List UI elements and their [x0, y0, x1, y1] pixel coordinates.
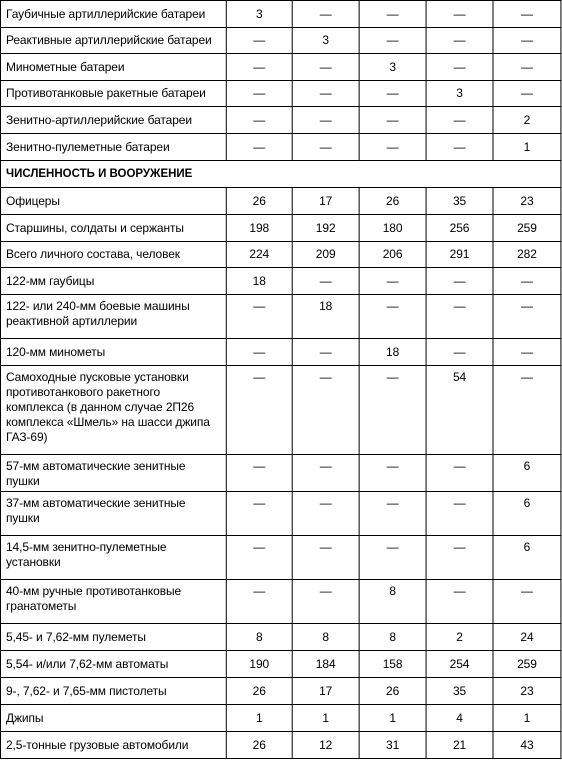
row-value-5: —: [493, 1, 561, 28]
row-value-3: —: [359, 536, 426, 580]
row-value-1: 198: [226, 215, 292, 242]
row-value-3: 31: [359, 732, 426, 759]
row-value-2: 1: [292, 705, 359, 732]
row-value-4: —: [426, 28, 493, 54]
row-value-5: 6: [493, 536, 561, 580]
row-label: Зенитно-артиллерийские батареи: [0, 107, 226, 134]
row-value-3: —: [359, 492, 426, 536]
row-value-3: 158: [359, 651, 426, 678]
row-value-1: —: [226, 107, 292, 134]
row-value-5: 23: [493, 678, 561, 705]
row-value-3: 26: [359, 678, 426, 705]
row-value-5: —: [493, 28, 561, 54]
row-value-3: —: [359, 366, 426, 455]
row-label: 9-, 7,62- и 7,65-мм пистолеты: [0, 678, 226, 705]
row-label: 5,45- и 7,62-мм пулеметы: [0, 624, 226, 651]
row-value-1: —: [226, 492, 292, 536]
row-value-3: —: [359, 268, 426, 295]
row-value-1: —: [226, 54, 292, 81]
table-row: [0, 455, 560, 492]
row-value-2: —: [292, 134, 359, 161]
row-label: 2,5-тонные грузовые автомобили: [0, 732, 226, 759]
row-value-5: 43: [493, 732, 561, 759]
row-value-2: —: [292, 339, 359, 366]
row-value-5: —: [493, 54, 561, 81]
row-value-1: —: [226, 536, 292, 580]
row-value-2: —: [292, 81, 359, 107]
row-value-2: —: [292, 536, 359, 580]
row-value-3: —: [359, 295, 426, 339]
row-value-4: —: [426, 1, 493, 28]
table-row: [0, 1, 560, 28]
table-row: [0, 295, 560, 339]
row-value-4: —: [426, 295, 493, 339]
table-row: [0, 366, 560, 455]
row-value-2: —: [292, 455, 359, 492]
row-value-3: —: [359, 1, 426, 28]
row-value-1: —: [226, 366, 292, 455]
row-value-3: —: [359, 455, 426, 492]
row-value-1: —: [226, 580, 292, 624]
row-label: 120-мм минометы: [0, 339, 226, 366]
row-value-2: —: [292, 1, 359, 28]
row-value-5: —: [493, 295, 561, 339]
row-value-2: —: [292, 268, 359, 295]
row-value-2: 184: [292, 651, 359, 678]
row-value-5: 259: [493, 215, 561, 242]
row-value-1: 26: [226, 732, 292, 759]
table-row: [0, 28, 560, 54]
row-value-5: 259: [493, 651, 561, 678]
row-value-5: 23: [493, 188, 561, 215]
row-value-4: 254: [426, 651, 493, 678]
row-label: 57-мм автоматические зенитные пушки: [0, 455, 226, 492]
row-value-1: 26: [226, 678, 292, 705]
row-value-3: —: [359, 81, 426, 107]
table-row: [0, 580, 560, 624]
row-value-2: 192: [292, 215, 359, 242]
row-value-2: —: [292, 107, 359, 134]
row-value-3: 1: [359, 705, 426, 732]
row-value-3: —: [359, 28, 426, 54]
row-value-1: 190: [226, 651, 292, 678]
row-value-2: —: [292, 366, 359, 455]
row-value-4: —: [426, 536, 493, 580]
row-label: Противотанковые ракетные батареи: [0, 81, 226, 107]
table-row: [0, 705, 560, 732]
table-row: [0, 651, 560, 678]
row-value-4: —: [426, 134, 493, 161]
row-label: Зенитно-пулеметные батареи: [0, 134, 226, 161]
row-value-5: 6: [493, 492, 561, 536]
row-value-4: 54: [426, 366, 493, 455]
row-value-5: —: [493, 339, 561, 366]
row-value-4: 35: [426, 188, 493, 215]
row-value-2: —: [292, 580, 359, 624]
table-row: [0, 732, 560, 759]
row-value-5: 1: [493, 705, 561, 732]
row-value-1: —: [226, 295, 292, 339]
row-label: Всего личного состава, человек: [0, 242, 226, 268]
table-row: [0, 54, 560, 81]
row-label: Минометные батареи: [0, 54, 226, 81]
row-value-2: 3: [292, 28, 359, 54]
row-value-4: 21: [426, 732, 493, 759]
table-body: [0, 1, 560, 759]
row-value-2: 12: [292, 732, 359, 759]
row-value-4: 2: [426, 624, 493, 651]
row-value-1: 3: [226, 1, 292, 28]
row-label: 122- или 240-мм боевые машины реактивной артиллерии: [0, 295, 226, 339]
row-value-5: —: [493, 366, 561, 455]
row-value-2: 209: [292, 242, 359, 268]
section-header-row: [0, 161, 560, 188]
row-value-1: 8: [226, 624, 292, 651]
table-row: [0, 134, 560, 161]
table-row: [0, 268, 560, 295]
row-value-4: 291: [426, 242, 493, 268]
row-label: Самоходные пусковые установки противотанкового ракетного комплекса (в данном случае 2П26 комплекса «Шмель» на шасси джипа ГАЗ-69): [0, 366, 226, 455]
row-value-1: —: [226, 455, 292, 492]
row-value-3: 180: [359, 215, 426, 242]
row-value-4: —: [426, 54, 493, 81]
table-row: [0, 215, 560, 242]
row-label: 122-мм гаубицы: [0, 268, 226, 295]
row-label: Офицеры: [0, 188, 226, 215]
row-value-4: —: [426, 339, 493, 366]
row-value-2: 17: [292, 188, 359, 215]
row-value-2: 8: [292, 624, 359, 651]
row-value-1: 224: [226, 242, 292, 268]
row-value-1: —: [226, 81, 292, 107]
row-value-4: 4: [426, 705, 493, 732]
table-row: [0, 339, 560, 366]
row-value-3: 206: [359, 242, 426, 268]
row-value-3: 26: [359, 188, 426, 215]
table-row: [0, 242, 560, 268]
table-row: [0, 107, 560, 134]
row-value-4: —: [426, 268, 493, 295]
row-value-3: 8: [359, 624, 426, 651]
row-label: 5,54- и/или 7,62-мм автоматы: [0, 651, 226, 678]
section-header: ЧИСЛЕННОСТЬ И ВООРУЖЕНИЕ: [0, 161, 560, 188]
row-value-1: —: [226, 134, 292, 161]
row-value-1: —: [226, 28, 292, 54]
row-label: Джипы: [0, 705, 226, 732]
row-value-5: 1: [493, 134, 561, 161]
row-value-5: 24: [493, 624, 561, 651]
table-row: [0, 536, 560, 580]
row-value-1: 18: [226, 268, 292, 295]
row-value-4: —: [426, 455, 493, 492]
row-label: 37-мм автоматические зенитные пушки: [0, 492, 226, 536]
row-value-3: —: [359, 107, 426, 134]
row-label: Реактивные артиллерийские батареи: [0, 28, 226, 54]
row-label: Старшины, солдаты и сержанты: [0, 215, 226, 242]
table-row: [0, 624, 560, 651]
row-value-2: —: [292, 492, 359, 536]
row-value-4: —: [426, 492, 493, 536]
row-value-4: —: [426, 580, 493, 624]
row-value-5: 2: [493, 107, 561, 134]
row-value-1: —: [226, 339, 292, 366]
row-value-2: 17: [292, 678, 359, 705]
row-value-5: —: [493, 81, 561, 107]
row-value-4: 256: [426, 215, 493, 242]
row-value-2: 18: [292, 295, 359, 339]
row-value-2: —: [292, 54, 359, 81]
row-value-3: 18: [359, 339, 426, 366]
row-value-5: 282: [493, 242, 561, 268]
row-value-5: 6: [493, 455, 561, 492]
row-value-3: 8: [359, 580, 426, 624]
row-value-4: —: [426, 107, 493, 134]
table-row: [0, 188, 560, 215]
row-value-5: —: [493, 268, 561, 295]
table-row: [0, 678, 560, 705]
table-row: [0, 81, 560, 107]
row-value-4: 35: [426, 678, 493, 705]
table-row: [0, 492, 560, 536]
row-label: 40-мм ручные противотанковые гранатометы: [0, 580, 226, 624]
row-label: 14,5-мм зенитно-пулеметные установки: [0, 536, 226, 580]
row-value-1: 1: [226, 705, 292, 732]
row-value-1: 26: [226, 188, 292, 215]
row-label: Гаубичные артиллерийские батареи: [0, 1, 226, 28]
row-value-3: 3: [359, 54, 426, 81]
row-value-4: 3: [426, 81, 493, 107]
row-value-5: —: [493, 580, 561, 624]
row-value-3: —: [359, 134, 426, 161]
